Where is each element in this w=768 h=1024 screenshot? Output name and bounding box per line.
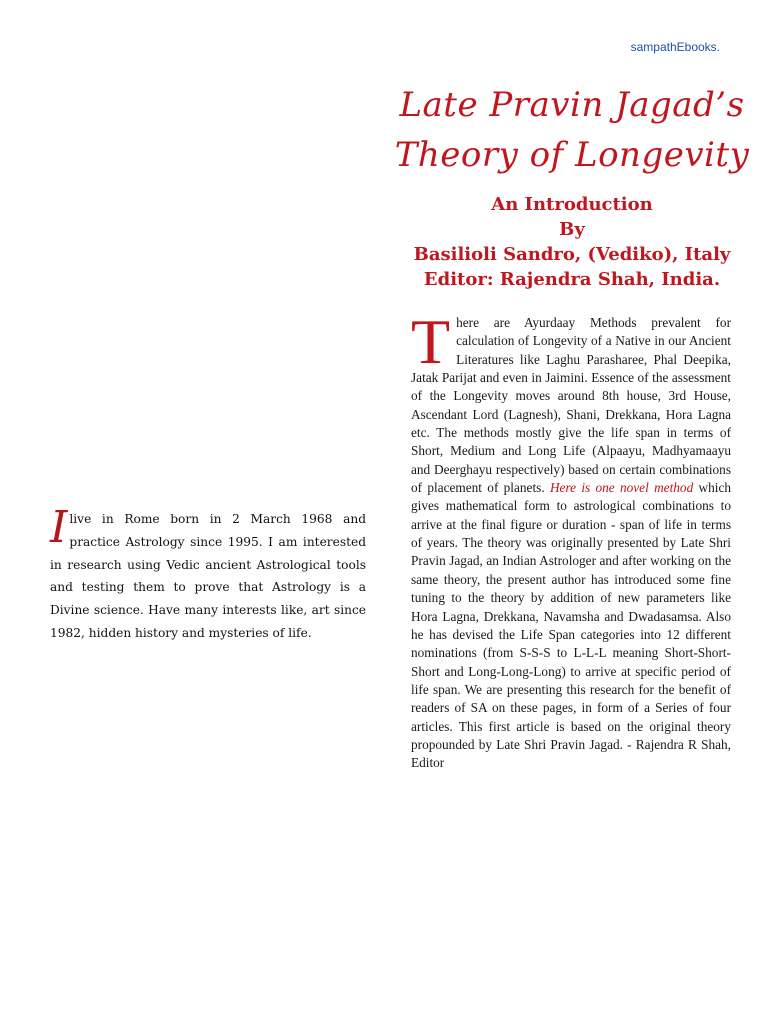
article-dropcap: T	[411, 306, 451, 377]
author-line: Basilioli Sandro, (Vediko), Italy	[413, 244, 731, 265]
title-spacer	[392, 180, 752, 192]
title-block	[392, 80, 752, 292]
title-line-1: Late Pravin Jagad’s	[399, 85, 745, 125]
title-line-2: Theory of Longevity	[394, 135, 750, 175]
editor-line: Editor: Rajendra Shah, India.	[423, 269, 721, 290]
subtitle: An Introduction	[491, 194, 653, 215]
byline: By	[559, 219, 585, 240]
author-bio	[50, 502, 366, 645]
article-highlight: Here is one novel method	[549, 480, 694, 496]
article-text-part-1: here are Ayurdaay Methods prevalent for calculation of Longevity of a Native in our Ancient Literatures like Laghu Parasharee, Phal Deepika, Jatak Parijat and even in Jaimini. Essence of the assessment of the Longevity moves around 8th house, 3rd House, Ascendant Lord (Lagnesh), Shani, Drekkana, Hora Lagna etc. The methods mostly give the life span in terms of Short, Medium and Long Life (Alpaayu, Madhyamaayu and Deerghayu respectively) based on certain combinations of placement of planets.	[411, 315, 731, 496]
bio-dropcap: I	[50, 502, 68, 553]
bio-text: live in Rome born in 2 March 1968 and practice Astrology since 1995. I am interested in research using Vedic ancient Astrological tools and testing them to prove that Astrology is a Divine science. Have many interests like, art since 1982, hidden history and mysteries of life.	[50, 512, 366, 640]
watermark: sampathEbooks.	[630, 40, 720, 54]
article-text-part-2: which gives mathematical form to astrological combinations to arrive at the final figure or duration - span of life in terms of years. The theory was originally presented by Late Shri Pravin Jagad, an Indian Astrologer and after working on the same theory, the present author has introduced some fine tuning to the theory by addition of new parameters like Hora Lagna, Drekkana, Navamsha and Dwadasamsa. Also he has devised the Life Span categories into 12 different nominations (from S-S-S to L-L-L meaning Short-Short-Short and Long-Long-Long) to arrive at specific period of life span. We are presenting this research for the benefit of readers of SA on these pages, in form of a Series of four articles. This first article is based on the original theory propounded by Late Shri Pravin Jagad. - Rajendra R Shah, Editor	[411, 480, 732, 771]
article-body	[411, 306, 732, 773]
